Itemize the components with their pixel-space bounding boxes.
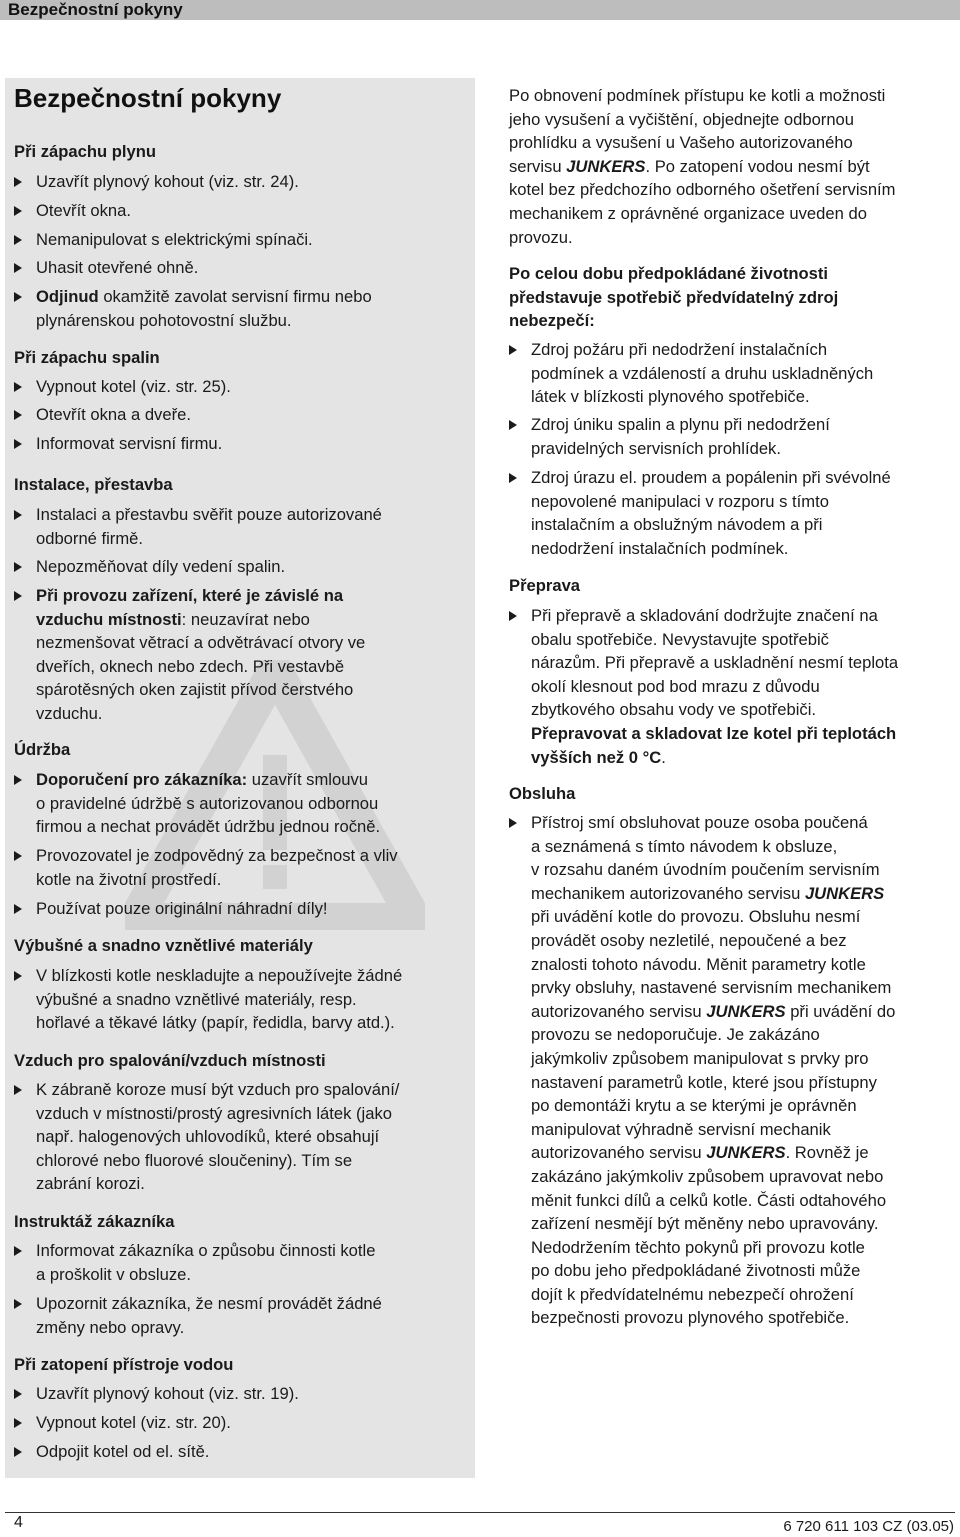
arrow-bullet-icon [14, 1299, 22, 1309]
list-item: Při provozu zařízení, které je závislé na vzduchu místnosti: neuzavírat nebo nezmenšovat větrací a odvětrávací otvory ve dveřích, oknech nebo zdech. Při vestavbě spárotěsných oken zajistit přívod čerstvého vzduchu. [14, 584, 466, 726]
transport-heading: Přeprava [509, 576, 581, 595]
list-item: Přístroj smí obsluhovat pouze osoba poučená a seznámená s tímto návodem k obsluze, v rozsahu daném úvodním poučením servisním mechanikem autorizovaného servisu JUNKERS při uvádění kotle do provozu. Obsluhu nesmí provádět osoby nezletilé, nepoučené a bez znalosti tohoto návodu. Měnit parametry kotle prvky obsluhy, nastavené servisním mechanikem autorizovaného servisu JUNKERS při uvádění do provozu se nedoporučuje. Je zakázáno jakýmkoliv způsobem manipulovat s prvky pro nastavení parametrů kotle, které jsou přístupny po demontáži krytu a se kterými je oprávněn manipulovat výhradně servisní mechanik autorizovaného servisu JUNKERS. Rovněž je zakázáno jakýmkoliv způsobem upravovat nebo měnit funkci dílů a celků kotle. Části odtahového zařízení nesmějí být měněny nebo upravovány. Nedodržením těchto pokynů při provozu kotle po dobu jeho předpokládané životnosti může dojít k předvídatelnému nebezpečí ohrožení bezpečnosti provozu plynového spotřebiče. [509, 811, 956, 1330]
list-item: Vypnout kotel (viz. str. 25). [14, 375, 231, 399]
list-item: Odjinud okamžitě zavolat servisní firmu nebo plynárenskou pohotovostní službu. [14, 285, 372, 332]
list-item: Odpojit kotel od el. sítě. [14, 1440, 209, 1464]
arrow-bullet-icon [509, 818, 517, 828]
arrow-bullet-icon [14, 292, 22, 302]
arrow-bullet-icon [14, 439, 22, 449]
arrow-bullet-icon [14, 1447, 22, 1457]
arrow-bullet-icon [14, 1085, 22, 1095]
list-item: Nemanipulovat s elektrickými spínači. [14, 228, 313, 252]
list-item: Provozovatel je zodpovědný za bezpečnost a vliv kotle na životní prostředí. [14, 844, 398, 891]
arrow-bullet-icon [14, 904, 22, 914]
instruction-heading: Instruktáž zákazníka [14, 1212, 175, 1231]
list-item: Uhasit otevřené ohně. [14, 256, 198, 280]
arrow-bullet-icon [14, 1246, 22, 1256]
arrow-bullet-icon [14, 177, 22, 187]
install-heading: Instalace, přestavba [14, 475, 173, 494]
operation-heading: Obsluha [509, 784, 576, 803]
list-item: Uzavřít plynový kohout (viz. str. 19). [14, 1382, 299, 1406]
list-item: Zdroj úniku spalin a plynu při nedodržení pravidelných servisních prohlídek. [509, 413, 830, 460]
arrow-bullet-icon [14, 1418, 22, 1428]
list-item: Zdroj požáru při nedodržení instalačních podmínek a vzdáleností a druhu uskladněných látek v blízkosti plynového spotřebiče. [509, 338, 873, 409]
list-item: K zábraně koroze musí být vzduch pro spalování/ vzduch v místnosti/prostý agresivních látek (jako např. halogenových uhlovodíků, které obsahují chlorové nebo fluorové sloučeniny). Tím se zabrání korozi. [14, 1078, 399, 1196]
arrow-bullet-icon [14, 382, 22, 392]
arrow-bullet-icon [509, 345, 517, 355]
brand-name: JUNKERS [566, 156, 646, 176]
list-item: Otevřít okna a dveře. [14, 403, 191, 427]
arrow-bullet-icon [14, 562, 22, 572]
flood-heading: Při zatopení přístroje vodou [14, 1355, 234, 1374]
list-item: Informovat servisní firmu. [14, 432, 222, 456]
list-item: Vypnout kotel (viz. str. 20). [14, 1411, 231, 1435]
arrow-bullet-icon [509, 611, 517, 621]
arrow-bullet-icon [14, 851, 22, 861]
list-item: Doporučení pro zákazníka: uzavřít smlouvu o pravidelné údržbě s autorizovanou odbornou firmou a nechat provádět údržbu jednou ročně. [14, 768, 380, 839]
flood-recovery-paragraph: Po obnovení podmínek přístupu ke kotli a možnosti jeho vysušení a vyčištění, objednejte odbornou prohlídku a vysušení u Vašeho autorizovaného servisu JUNKERS. Po zatopení vodou nesmí být kotel bez předchozího odborného ošetření servisním mechanikem z oprávněné organizace uveden do provozu. [509, 86, 896, 247]
header-title: Bezpečnostní pokyny [8, 0, 183, 19]
arrow-bullet-icon [509, 473, 517, 483]
footer-divider [5, 1512, 955, 1513]
danger-heading: Po celou dobu předpokládané životnosti představuje spotřebič předvídatelný zdroj nebezpečí: [509, 264, 839, 331]
arrow-bullet-icon [14, 971, 22, 981]
flue-smell-heading: Při zápachu spalin [14, 348, 160, 367]
list-item: Otevřít okna. [14, 199, 131, 223]
air-heading: Vzduch pro spalování/vzduch místnosti [14, 1051, 326, 1070]
page-title: Bezpečnostní pokyny [14, 83, 282, 113]
list-item: Používat pouze originální náhradní díly! [14, 897, 328, 921]
gas-smell-heading: Při zápachu plynu [14, 142, 156, 161]
arrow-bullet-icon [14, 591, 22, 601]
arrow-bullet-icon [14, 206, 22, 216]
list-item: Uzavřít plynový kohout (viz. str. 24). [14, 170, 299, 194]
list-item: Zdroj úrazu el. proudem a popálenin při svévolné nepovolené manipulaci v rozporu s tímto instalačním a obslužným návodem a při nedodržení instalačních podmínek. [509, 466, 891, 560]
list-item: Informovat zákazníka o způsobu činnosti kotle a proškolit v obsluze. [14, 1239, 375, 1286]
arrow-bullet-icon [14, 775, 22, 785]
list-item: Upozornit zákazníka, že nesmí provádět žádné změny nebo opravy. [14, 1292, 382, 1339]
explosive-heading: Výbušné a snadno vznětlivé materiály [14, 936, 313, 955]
list-item: Při přepravě a skladování dodržujte značení na obalu spotřebiče. Nevystavujte spotřebič nárazům. Při přepravě a uskladnění nesmí teplota okolí klesnout pod bod mrazu z důvodu zbytkového obsahu vody ve spotřebiči. Přepravovat a skladovat lze kotel při teplotách vyšších než 0 °C. [509, 604, 898, 769]
arrow-bullet-icon [14, 235, 22, 245]
maintenance-heading: Údržba [14, 740, 71, 759]
document-code: 6 720 611 103 CZ (03.05) [783, 1518, 954, 1535]
list-item: V blízkosti kotle neskladujte a nepoužívejte žádné výbušné a snadno vznětlivé materiály, resp. hořlavé a těkavé látky (papír, ředidla, barvy atd.). [14, 964, 402, 1035]
arrow-bullet-icon [14, 263, 22, 273]
arrow-bullet-icon [14, 410, 22, 420]
list-item: Nepozměňovat díly vedení spalin. [14, 555, 285, 579]
arrow-bullet-icon [14, 510, 22, 520]
list-item: Instalaci a přestavbu svěřit pouze autorizované odborné firmě. [14, 503, 382, 550]
arrow-bullet-icon [14, 1389, 22, 1399]
page-number: 4 [14, 1514, 23, 1531]
arrow-bullet-icon [509, 420, 517, 430]
